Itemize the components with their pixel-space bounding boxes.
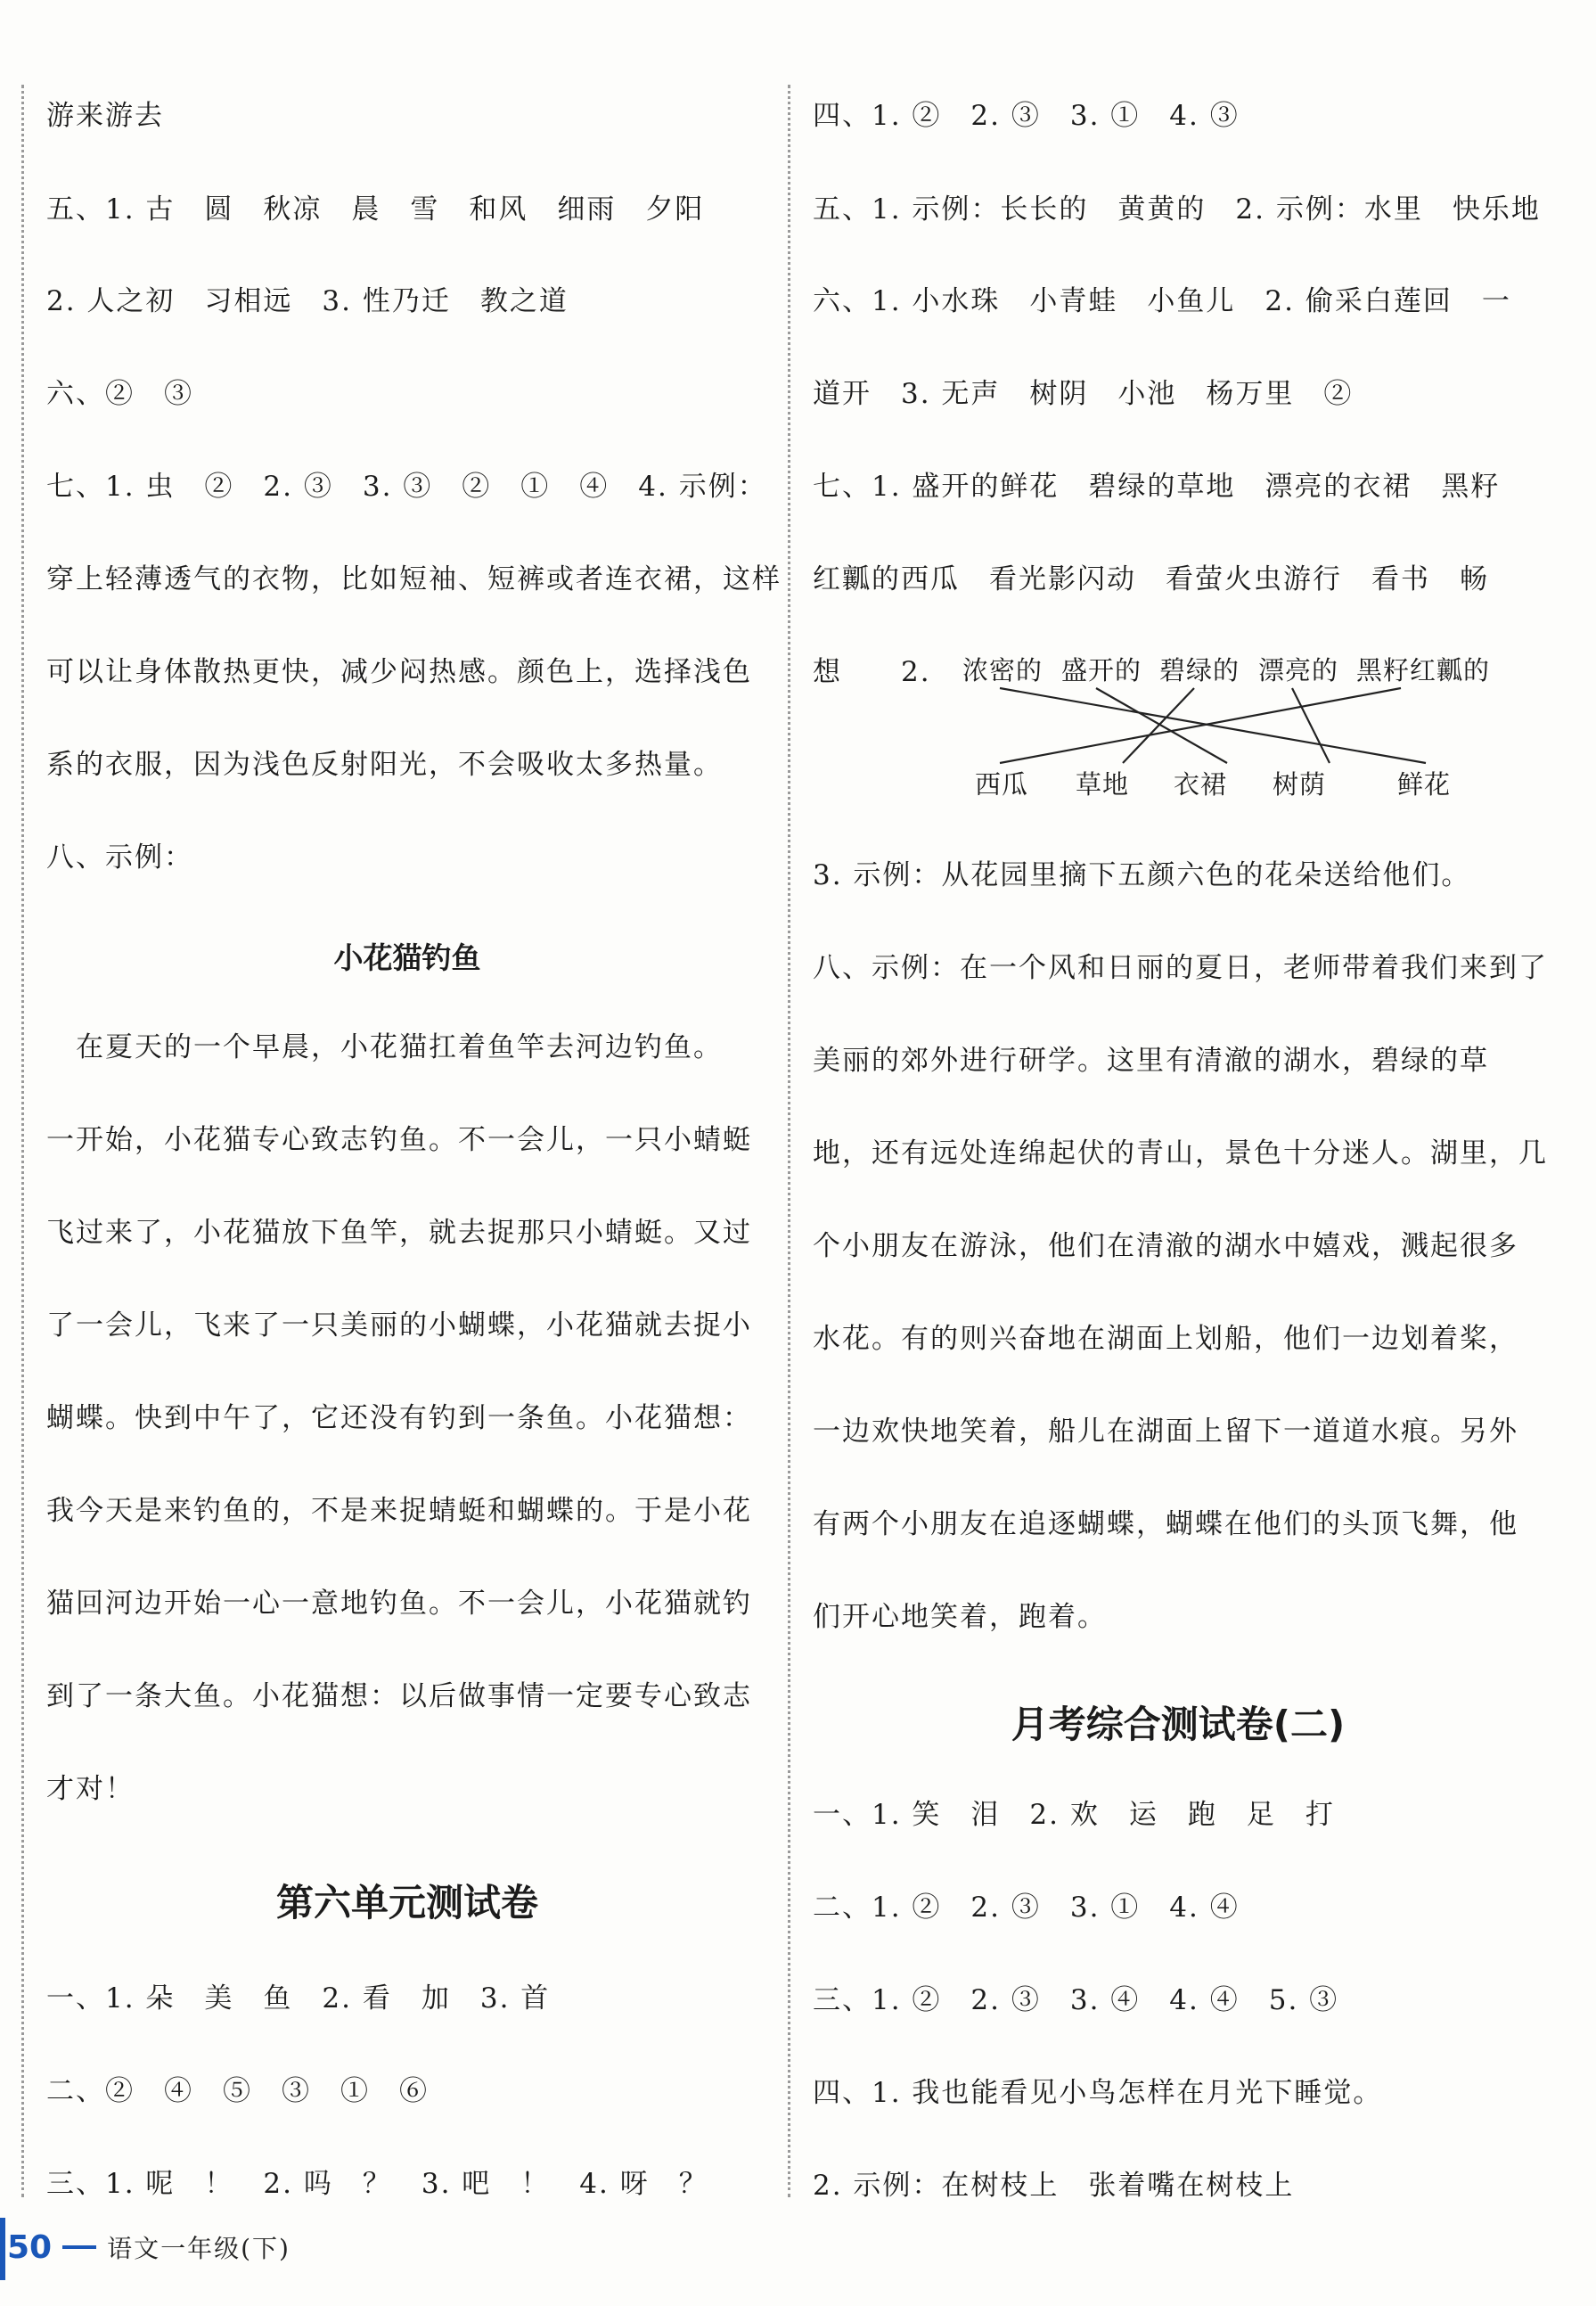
answer-line: 四、1. 我也能看见小鸟怎样在月光下睡觉。 (813, 2077, 1383, 2109)
footer-dash (62, 2245, 96, 2249)
answer-line: 穿上轻薄透气的衣物，比如短袖、短裤或者连衣裙，这样 (46, 563, 782, 595)
answer-line: 道开 3. 无声 树阴 小池 杨万里 ② (813, 378, 1354, 410)
answer-line: 3. 示例：从花园里摘下五颜六色的花朵送给他们。 (813, 859, 1471, 891)
matching-diagram (813, 642, 1543, 811)
answer-line: 二、② ④ ⑤ ③ ① ⑥ (46, 2075, 429, 2107)
answer-line: 美丽的郊外进行研学。这里有清澈的湖水，碧绿的草 (813, 1045, 1489, 1077)
answer-line: 六、② ③ (46, 378, 193, 410)
essay-line: 才对！ (46, 1773, 135, 1805)
essay-line: 蝴蝶。快到中午了，它还没有钓到一条鱼。小花猫想： (46, 1402, 752, 1434)
essay-title: 小花猫钓鱼 (333, 940, 481, 975)
answer-line: 五、1. 示例：长长的 黄黄的 2. 示例：水里 快乐地 (813, 193, 1541, 226)
answer-line: 六、1. 小水珠 小青蛙 小鱼儿 2. 偷采白莲回 一 (813, 285, 1511, 317)
essay-line: 一开始，小花猫专心致志钓鱼。不一会儿，一只小蜻蜓 (46, 1124, 752, 1156)
answer-line: 五、1. 古 圆 秋凉 晨 雪 和风 细雨 夕阳 (46, 193, 705, 226)
answer-line: 一、1. 朵 美 鱼 2. 看 加 3. 首 (46, 1982, 551, 2015)
match-top-item: 漂亮的 (1258, 655, 1339, 685)
answer-line: 七、1. 虫 ② 2. ③ 3. ③ ② ① ④ 4. 示例： (46, 471, 767, 503)
essay-line: 在夏天的一个早晨，小花猫扛着鱼竿去河边钓鱼。 (46, 1031, 723, 1063)
answer-line: 系的衣服，因为浅色反射阳光，不会吸收太多热量。 (46, 749, 723, 781)
match-bottom-item: 西瓜 (975, 769, 1029, 800)
match-bottom-item: 草地 (1076, 769, 1130, 800)
match-top-item: 黑籽红瓤的 (1356, 655, 1491, 685)
column-divider (788, 85, 790, 2197)
answer-line: 们开心地笑着，跑着。 (813, 1601, 1107, 1633)
answer-line: 一、1. 笑 泪 2. 欢 运 跑 足 打 (813, 1799, 1335, 1831)
match-top-item: 浓密的 (962, 655, 1044, 685)
section-title: 月考综合测试卷(二) (1011, 1703, 1346, 1746)
left-margin-rule (21, 85, 24, 2197)
essay-line: 我今天是来钓鱼的，不是来捉蜻蜓和蝴蝶的。于是小花 (46, 1495, 752, 1527)
answer-line: 三、1. ② 2. ③ 3. ④ 4. ④ 5. ③ (813, 1984, 1339, 2016)
match-bottom-item: 鲜花 (1397, 769, 1452, 800)
answer-line: 水花。有的则兴奋地在湖面上划船，他们一边划着桨， (813, 1323, 1518, 1355)
answer-line: 地，还有远处连绵起伏的青山，景色十分迷人。湖里，几 (813, 1137, 1548, 1169)
match-bottom-item: 衣裙 (1174, 769, 1228, 800)
essay-line: 飞过来了，小花猫放下鱼竿，就去捉那只小蜻蜓。又过 (46, 1217, 752, 1249)
section-title: 第六单元测试卷 (275, 1881, 538, 1924)
answer-line: 游来游去 (46, 100, 164, 132)
answer-line: 八、示例：在一个风和日丽的夏日，老师带着我们来到了 (813, 952, 1548, 984)
essay-line: 到了一条大鱼。小花猫想：以后做事情一定要专心致志 (46, 1680, 752, 1712)
answer-line: 红瓤的西瓜 看光影闪动 看萤火虫游行 看书 畅 (813, 563, 1489, 595)
match-line (1292, 688, 1330, 763)
answer-line: 二、1. ② 2. ③ 3. ① 4. ④ (813, 1892, 1240, 1924)
match-line (1123, 688, 1194, 763)
match-top-item: 盛开的 (1061, 655, 1142, 685)
answer-line: 个小朋友在游泳，他们在清澈的湖水中嬉戏，溅起很多 (813, 1230, 1518, 1262)
answer-line: 三、1. 呢 ！ 2. 吗 ？ 3. 吧 ！ 4. 呀 ？ (46, 2168, 708, 2200)
essay-line: 猫回河边开始一心一意地钓鱼。不一会儿，小花猫就钓 (46, 1588, 752, 1620)
answer-line: 有两个小朋友在追逐蝴蝶，蝴蝶在他们的头顶飞舞，他 (813, 1508, 1518, 1540)
essay-line: 了一会儿，飞来了一只美丽的小蝴蝶，小花猫就去捉小 (46, 1309, 752, 1342)
page-footer (0, 2225, 291, 2269)
match-top-item: 碧绿的 (1159, 655, 1240, 685)
answer-line: 一边欢快地笑着，船儿在湖面上留下一道道水痕。另外 (813, 1416, 1518, 1448)
answer-line: 八、示例： (46, 841, 193, 874)
match-bottom-item: 树荫 (1273, 769, 1327, 800)
page-number: 50 (7, 2228, 53, 2266)
book-label: 语文一年级(下) (107, 2234, 291, 2263)
answer-line: 2. 人之初 习相远 3. 性乃迁 教之道 (46, 285, 569, 317)
answer-line: 2. 示例：在树枝上 张着嘴在树枝上 (813, 2170, 1295, 2202)
answer-line: 可以让身体散热更快，减少闷热感。颜色上，选择浅色 (46, 656, 752, 688)
match-prefix: 想 2. (813, 656, 931, 688)
answer-line: 七、1. 盛开的鲜花 碧绿的草地 漂亮的衣裙 黑籽 (813, 471, 1501, 503)
answer-line: 四、1. ② 2. ③ 3. ① 4. ③ (813, 100, 1240, 132)
